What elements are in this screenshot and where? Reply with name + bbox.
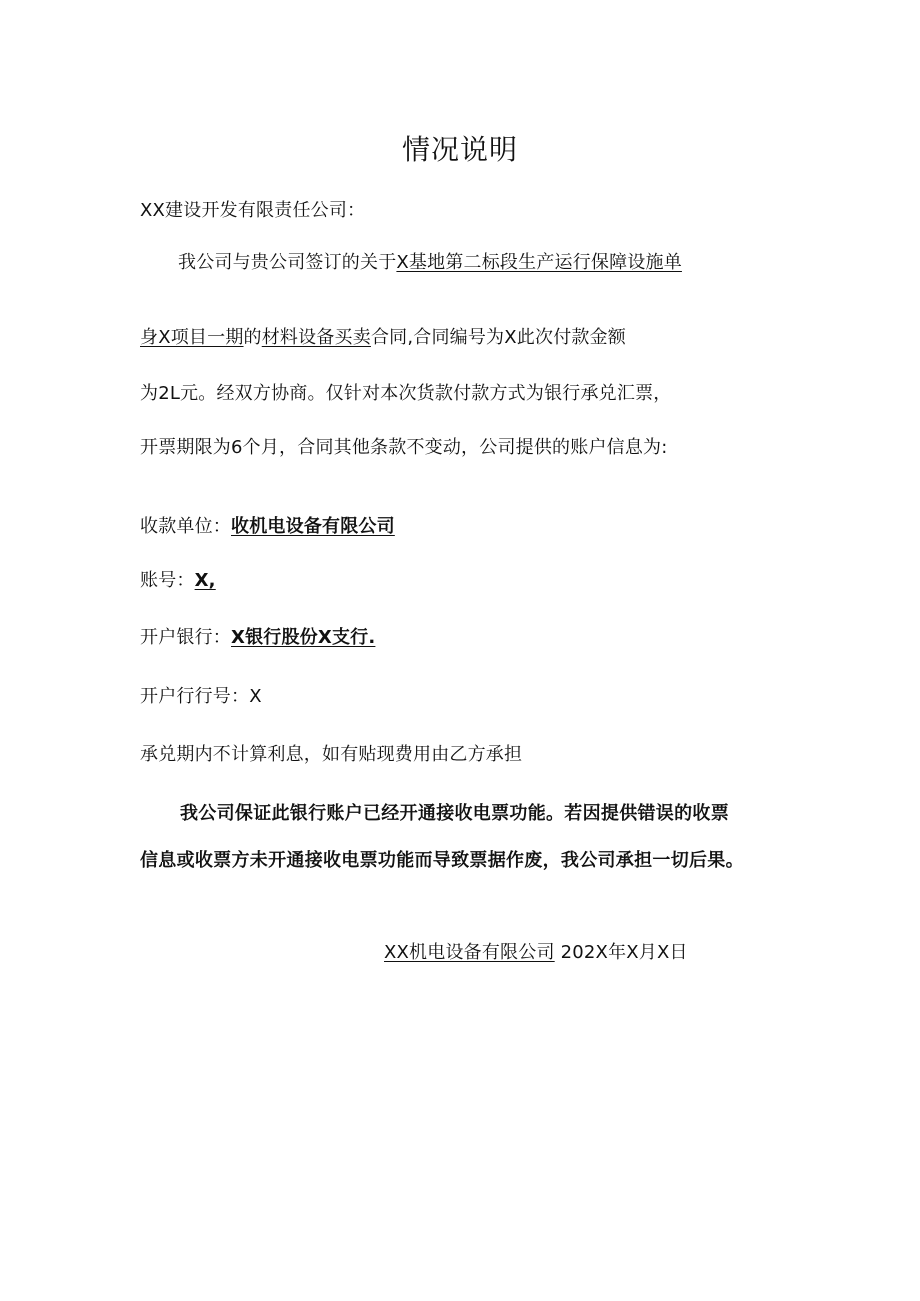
account-number-label: 账号： [140,570,195,591]
bank-code-value: X [249,686,262,707]
document-title: 情况说明 [401,133,518,166]
guarantee-line-2: 信息或收票方未开通接收电票功能而导致票据作废，我公司承担一切后果。 [140,850,744,871]
bank-label: 开户银行： [140,627,231,648]
paragraph-line-2 [140,326,626,350]
guarantee-line-1: 我公司保证此银行账户已经开通接收电票功能。若因提供错误的收票 [180,803,729,824]
bank-value: X银行股份X支行. [231,627,376,648]
signature-block [384,941,688,965]
project-name-part2: 身X项目一期 [140,327,244,348]
contract-type: 材料设备买卖 [261,327,371,348]
project-name-part1: X基地第二标段生产运行保障设施单 [396,252,682,273]
account-number-row [140,569,216,593]
paragraph-line-1 [178,251,682,275]
account-number-value: X, [194,570,216,591]
bank-code-label: 开户行行号： [140,686,250,707]
interest-note: 承兑期内不计算利息，如有贴现费用由乙方承担 [140,744,523,765]
payee-value: 收机电设备有限公司 [231,516,395,537]
salutation: XX建设开发有限责任公司： [140,200,366,221]
para1-prefix: 我公司与贵公司签订的关于 [178,252,397,273]
bank-row [140,626,375,650]
payee-label: 收款单位： [140,516,231,537]
paragraph-line-4: 开票期限为6个月，合同其他条款不变动，公司提供的账户信息为: [140,437,668,458]
bank-code-row [140,685,262,709]
paragraph-line-3: 为2L元。经双方协商。仅针对本次货款付款方式为银行承兑汇票， [140,383,672,404]
contract-number-text: 合同,合同编号为X此次付款金额 [370,327,626,348]
payee-row [140,515,395,539]
signature-company: XX机电设备有限公司 [384,942,555,963]
signature-date: 202X年X月X日 [560,942,688,963]
para1-connector: 的 [243,327,262,348]
